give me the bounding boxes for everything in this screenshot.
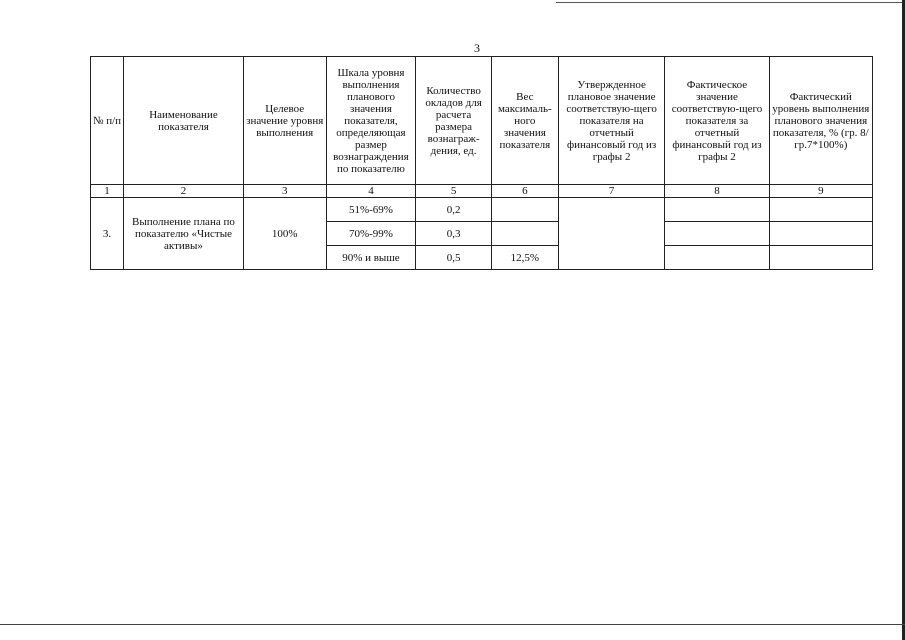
row-index: 3. xyxy=(91,198,124,270)
column-number: 5 xyxy=(416,185,491,198)
column-number: 4 xyxy=(326,185,416,198)
header-level: Фактический уровень выполнения планового значения показателя, % (гр. 8/гр.7*100%) xyxy=(769,57,872,185)
planned-value-cell xyxy=(558,198,664,270)
scale-range: 51%-69% xyxy=(326,198,416,222)
weight-cell-empty xyxy=(491,222,558,246)
scan-edge-bottom xyxy=(0,624,905,625)
column-number: 8 xyxy=(665,185,769,198)
column-number-row xyxy=(91,185,873,198)
salary-count: 0,3 xyxy=(416,222,491,246)
column-number: 6 xyxy=(491,185,558,198)
header-index: № п/п xyxy=(91,57,124,185)
column-number: 7 xyxy=(558,185,664,198)
scan-edge-top xyxy=(556,2,905,3)
actual-value-cell xyxy=(665,198,769,222)
column-number: 2 xyxy=(124,185,244,198)
target-value: 100% xyxy=(243,198,326,270)
header-scale: Шкала уровня выполнения планового значения показателя, определяющая размер вознаграждения по показателю xyxy=(326,57,416,185)
column-number: 3 xyxy=(243,185,326,198)
level-cell xyxy=(769,222,872,246)
column-number: 1 xyxy=(91,185,124,198)
header-planned: Утвержденное плановое значение соответствую-щего показателя на отчетный финансовый год из графы 2 xyxy=(558,57,664,185)
table-row xyxy=(91,198,873,222)
weight-value: 12,5% xyxy=(491,246,558,270)
indicator-table xyxy=(90,56,873,270)
header-actual: Фактическое значение соответствую-щего показателя за отчетный финансовый год из графы 2 xyxy=(665,57,769,185)
weight-cell-empty xyxy=(491,198,558,222)
header-row xyxy=(91,57,873,185)
page-number: 3 xyxy=(474,41,480,55)
actual-value-cell xyxy=(665,222,769,246)
header-weight: Вес максималь-ного значения показателя xyxy=(491,57,558,185)
column-number: 9 xyxy=(769,185,872,198)
header-salaries: Количество окладов для расчета размера вознаграж-дения, ед. xyxy=(416,57,491,185)
header-name: Наименование показателя xyxy=(124,57,244,185)
salary-count: 0,2 xyxy=(416,198,491,222)
scale-range: 90% и выше xyxy=(326,246,416,270)
level-cell xyxy=(769,246,872,270)
indicator-name: Выполнение плана по показателю «Чистые активы» xyxy=(124,198,244,270)
salary-count: 0,5 xyxy=(416,246,491,270)
scale-range: 70%-99% xyxy=(326,222,416,246)
actual-value-cell xyxy=(665,246,769,270)
level-cell xyxy=(769,198,872,222)
header-target: Целевое значение уровня выполнения xyxy=(243,57,326,185)
